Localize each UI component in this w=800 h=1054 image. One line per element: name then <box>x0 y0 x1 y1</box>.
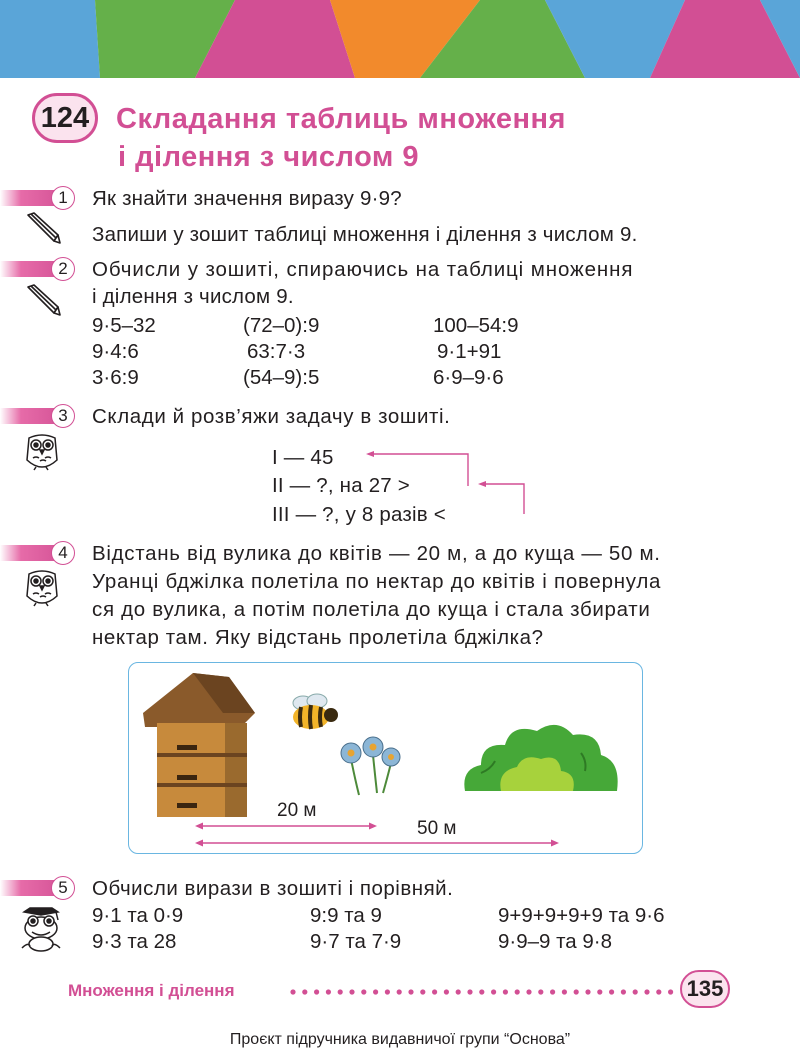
expression: 9·5–32 <box>92 314 156 337</box>
bee-picture <box>287 693 341 733</box>
leader-dot <box>326 989 331 994</box>
leader-dot <box>515 989 520 994</box>
footer-section-title: Множення і ділення <box>68 981 235 1000</box>
lesson-title <box>116 100 566 176</box>
leader-dot <box>420 989 425 994</box>
publisher-note: Проєкт підручника видавничої групи “Основа” <box>229 1031 571 1048</box>
leader-dot <box>597 989 602 994</box>
distance-illustration <box>128 662 643 854</box>
task4-line2: Уранці бджілка полетіла по нектар до квітів і повернула <box>92 570 662 593</box>
expression: (72–0):9 <box>243 314 320 337</box>
flowers-picture <box>333 735 409 797</box>
lesson-title-line1: Складання таблиць множення <box>116 103 566 135</box>
task2-line1: Обчисли у зошиті, спираючись на таблиці множення <box>92 258 634 281</box>
owl-icon <box>24 430 60 474</box>
comparison: 9·7 та 7·9 <box>310 930 402 953</box>
leader-dot <box>538 989 543 994</box>
distance-50-label: 50 м <box>417 818 457 839</box>
leader-dot <box>361 989 366 994</box>
comparison: 9·3 та 28 <box>92 930 177 953</box>
leader-dot <box>656 989 661 994</box>
task4-line1: Відстань від вулика до квітів — 20 м, а до куща — 50 м. <box>92 542 661 565</box>
leader-dot <box>302 989 307 994</box>
task3-row3: III — ?, у 8 разів < <box>272 503 446 526</box>
leader-dot <box>290 989 295 994</box>
distance-arrows <box>195 821 561 849</box>
task4-line3: ся до вулика, а потім полетіла до куща і стала збирати <box>92 598 651 621</box>
leader-dot <box>456 989 461 994</box>
pencil-icon <box>24 211 62 245</box>
task4-line4: нектар там. Яку відстань пролетіла бджілка? <box>92 626 544 649</box>
lesson-title-line2: і ділення з числом 9 <box>118 141 420 173</box>
bush-picture <box>461 713 621 793</box>
leader-dot <box>633 989 638 994</box>
pencil-icon <box>24 283 62 317</box>
task1-question: Як знайти значення виразу 9·9? <box>92 187 402 210</box>
lesson-number: 124 <box>40 101 90 134</box>
leader-dot <box>338 989 343 994</box>
leader-dot <box>479 989 484 994</box>
leader-dot <box>491 989 496 994</box>
leader-dot <box>349 989 354 994</box>
comparison: 9·1 та 0·9 <box>92 904 184 927</box>
task3-number: 3 <box>51 404 75 428</box>
task4-number: 4 <box>51 541 75 565</box>
leader-dot <box>644 989 649 994</box>
leader-dot <box>444 989 449 994</box>
task5-column2 <box>310 903 401 955</box>
task5-number: 5 <box>51 876 75 900</box>
comparison: 9+9+9+9+9 та 9·6 <box>498 904 665 927</box>
leader-dot <box>432 989 437 994</box>
leader-dot <box>574 989 579 994</box>
expression: 6·9–9·6 <box>433 366 504 389</box>
task2-column2 <box>243 313 319 391</box>
leader-dot <box>550 989 555 994</box>
leader-dot <box>385 989 390 994</box>
footer-dotted-line <box>288 986 674 998</box>
expression: 9·4:6 <box>92 340 139 363</box>
task3-row2: II — ?, на 27 > <box>272 474 410 497</box>
leader-dot <box>467 989 472 994</box>
leader-dot <box>397 989 402 994</box>
expression: (54–9):5 <box>243 366 320 389</box>
leader-dot <box>585 989 590 994</box>
frog-icon <box>18 902 64 954</box>
page-number: 135 <box>686 976 724 1001</box>
leader-dot <box>526 989 531 994</box>
expression: 100–54:9 <box>433 314 519 337</box>
task5-column3 <box>498 903 664 955</box>
expression: 9·1+91 <box>437 340 502 363</box>
comparison: 9·9–9 та 9·8 <box>498 930 613 953</box>
task1-number: 1 <box>51 186 75 210</box>
expression: 3·6:9 <box>92 366 139 389</box>
comparison: 9:9 та 9 <box>310 904 382 927</box>
leader-dot <box>503 989 508 994</box>
distance-20-label: 20 м <box>277 800 317 821</box>
leader-dot <box>668 989 673 994</box>
task1-instruction: Запиши у зошит таблиці множення і ділення з числом 9. <box>92 223 638 246</box>
task3-text: Склади й розв’яжи задачу в зошиті. <box>92 405 451 428</box>
page-number-badge <box>680 970 730 1008</box>
task3-row1: I — 45 <box>272 446 334 469</box>
owl-icon <box>24 566 60 610</box>
lesson-number-badge <box>32 93 98 143</box>
top-banner <box>0 0 800 78</box>
task2-column3 <box>433 313 519 391</box>
leader-dot <box>408 989 413 994</box>
leader-dot <box>562 989 567 994</box>
beehive-picture <box>143 673 255 819</box>
task3-arrows <box>360 446 530 518</box>
task5-text: Обчисли вирази в зошиті і порівняй. <box>92 877 454 900</box>
task5-column1 <box>92 903 183 955</box>
task2-line2: і ділення з числом 9. <box>92 285 294 308</box>
task2-column1 <box>92 313 156 391</box>
leader-dot <box>621 989 626 994</box>
leader-dot <box>609 989 614 994</box>
leader-dot <box>314 989 319 994</box>
leader-dot <box>373 989 378 994</box>
expression: 63:7·3 <box>247 340 306 363</box>
task2-number: 2 <box>51 257 75 281</box>
